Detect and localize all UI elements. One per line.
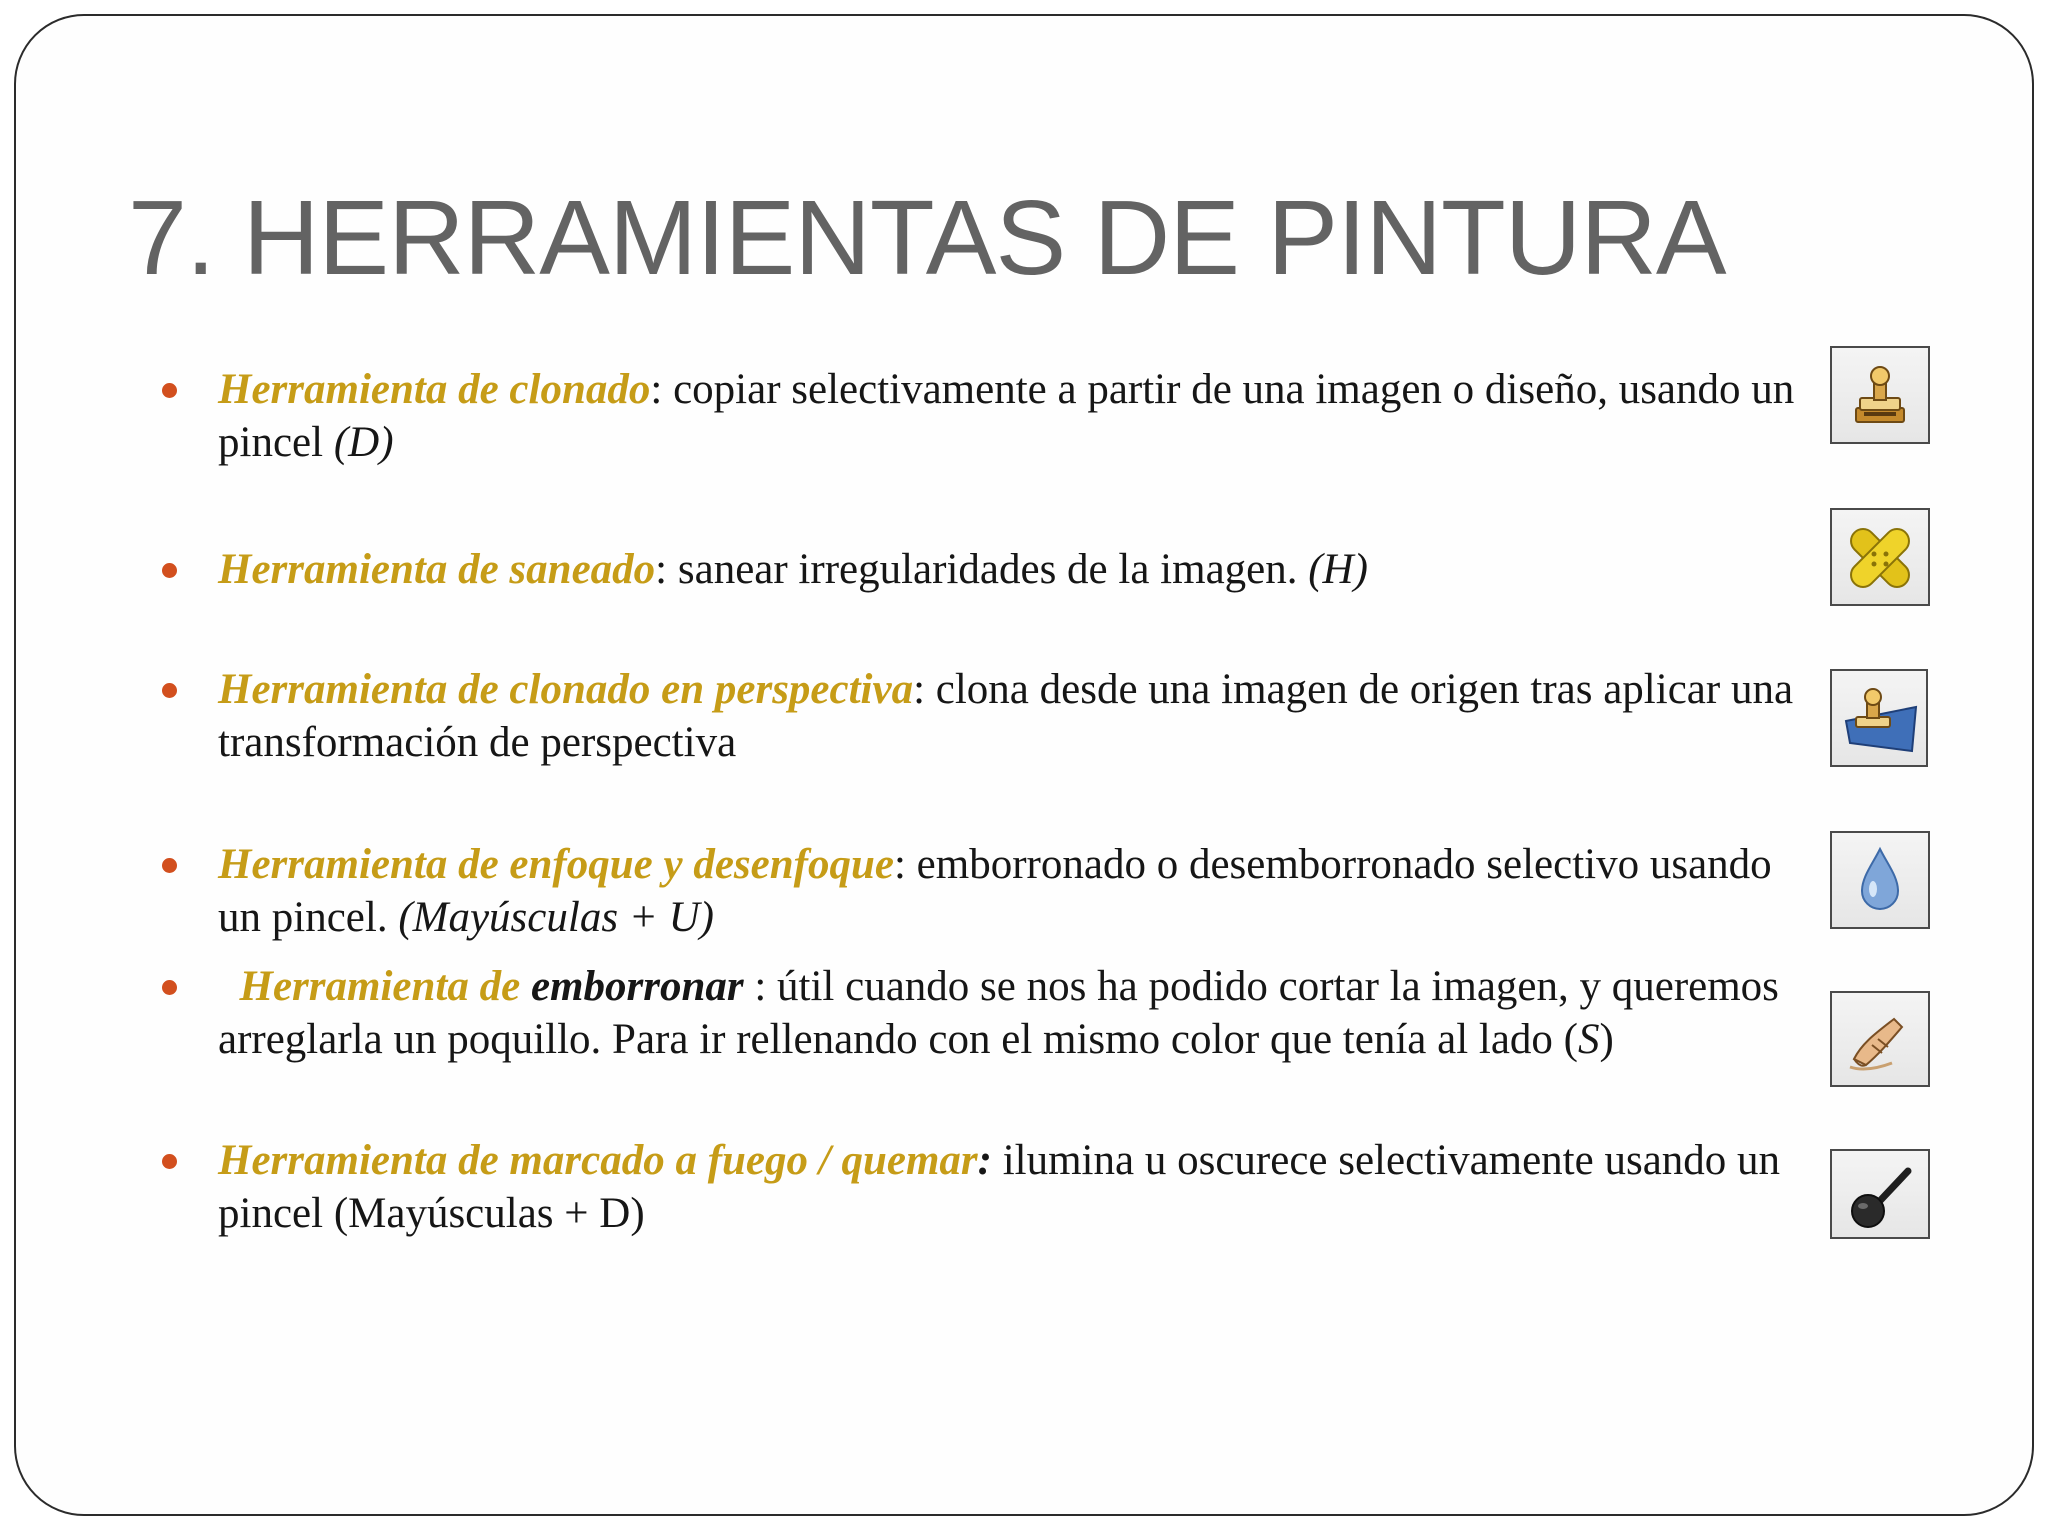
item-description: : emborronado o desemborronado selectivo usando un pincel. bbox=[218, 841, 1772, 941]
dodge-burn-icon bbox=[1830, 1149, 1930, 1239]
water-drop-icon bbox=[1830, 831, 1930, 929]
item-description: ilumina u oscurece selectivamente usando un pincel (Mayúsculas + D) bbox=[218, 1137, 1781, 1237]
item-term-bold: emborronar bbox=[530, 963, 744, 1010]
item-description-end: ) bbox=[1599, 1016, 1614, 1063]
bullet-dot bbox=[162, 1154, 177, 1169]
item-term: Herramienta de marcado a fuego / quemar bbox=[218, 1137, 978, 1184]
clone-stamp-icon bbox=[1830, 346, 1930, 444]
bullet-dot bbox=[162, 383, 177, 398]
item-term: Herramienta de bbox=[239, 963, 531, 1010]
list-item-smudge bbox=[218, 960, 1798, 1066]
smudge-finger-icon bbox=[1830, 991, 1930, 1087]
list-item-dodge-burn bbox=[218, 1134, 1798, 1240]
perspective-clone-icon bbox=[1830, 669, 1928, 767]
item-term-colon: : bbox=[977, 1137, 992, 1184]
item-shortcut: S bbox=[1578, 1016, 1600, 1063]
bullet-dot bbox=[162, 563, 177, 578]
list-item-blur-sharpen bbox=[218, 838, 1798, 944]
item-description: : copiar selectivamente a partir de una imagen o diseño, usando un pincel bbox=[218, 366, 1795, 466]
list-item-perspective-clone bbox=[218, 663, 1798, 769]
item-term: Herramienta de clonado en perspectiva bbox=[218, 666, 914, 713]
item-term: Herramienta de clonado bbox=[218, 366, 651, 413]
item-term: Herramienta de saneado bbox=[218, 546, 656, 593]
list-item-heal bbox=[218, 543, 1798, 596]
item-description: : útil cuando se nos ha podido cortar la imagen, y queremos arreglarla un poquillo. Para ir rellenando con el mismo color que tenía al lado ( bbox=[218, 963, 1779, 1063]
item-description: : sanear irregularidades de la imagen. bbox=[655, 546, 1309, 593]
item-shortcut: (H) bbox=[1308, 546, 1368, 593]
item-shortcut: (D) bbox=[333, 419, 394, 466]
bullet-dot bbox=[162, 980, 177, 995]
item-shortcut: (Mayúsculas + U) bbox=[398, 894, 714, 941]
heal-bandage-icon bbox=[1830, 508, 1930, 606]
slide-title: 7. HERRAMIENTAS DE PINTURA bbox=[128, 179, 1726, 297]
bullet-dot bbox=[162, 683, 177, 698]
list-item-clone bbox=[218, 363, 1798, 469]
item-description: : clona desde una imagen de origen tras aplicar una transformación de perspectiva bbox=[218, 666, 1794, 766]
bullet-dot bbox=[162, 858, 177, 873]
item-term: Herramienta de enfoque y desenfoque bbox=[218, 841, 894, 888]
